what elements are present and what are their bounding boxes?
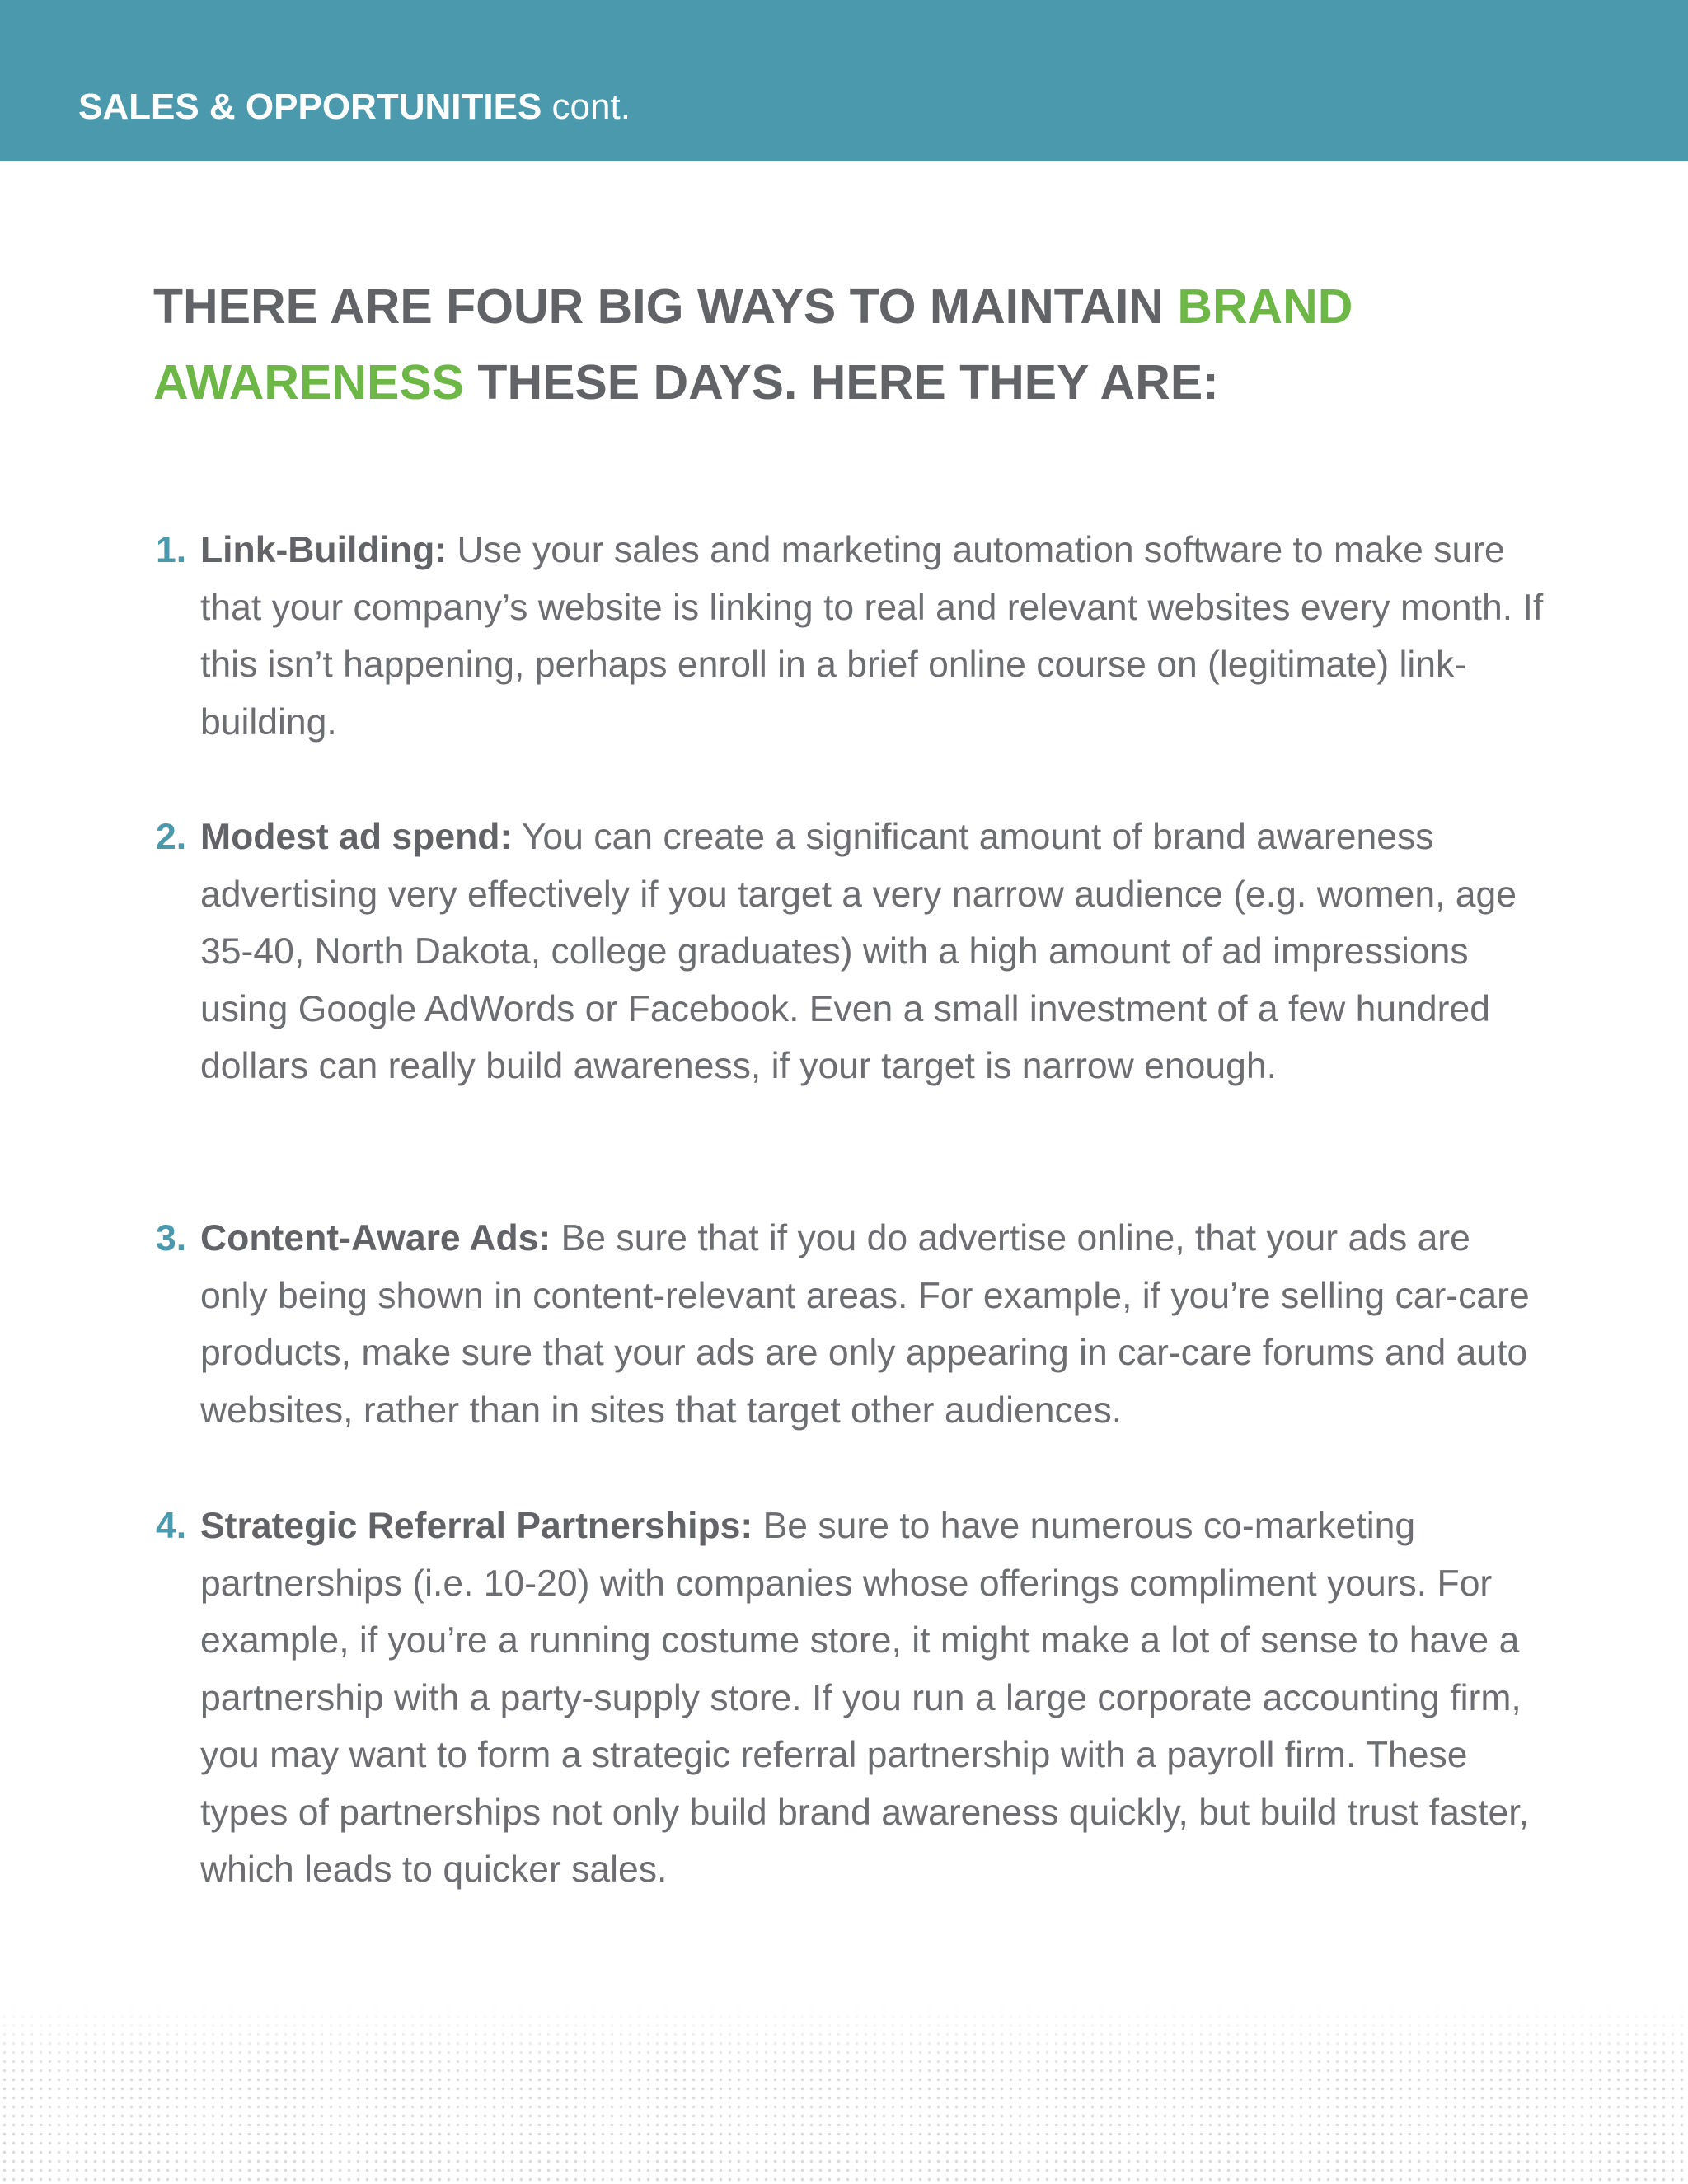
section-name: SALES & OPPORTUNITIES [78, 87, 542, 127]
list-item-text: Be sure to have numerous co-marketing partnerships (i.e. 10-20) with companies whose offerings compliment yours. For example, if you’re a running costume store, it might make a lot of sense to have a partnership with a party-supply store. If you run a large corporate accounting firm, you may want to form a strategic referral partnership with a payroll firm. These types of partnerships not only build brand awareness quickly, but build trust faster, which leads to quicker sales. [200, 1506, 1529, 1890]
list-item-term: Strategic Referral Partnerships: [200, 1506, 753, 1546]
list-item-number: 4. [156, 1506, 187, 1546]
list-item-modest-ad-spend [156, 808, 1544, 1095]
list-item-term: Modest ad spend: [200, 817, 513, 857]
headline-accent: BRAND AWARENESS [153, 279, 1353, 410]
headline-part-1: THERE ARE FOUR BIG WAYS TO MAINTAIN [153, 279, 1178, 334]
list-item-number: 1. [156, 530, 187, 570]
list-item-link-building [156, 522, 1544, 751]
section-continued-label: cont. [551, 87, 631, 127]
list-item-text: Use your sales and marketing automation software to make sure that your company’s website is linking to real and relevant websites every month. If this isn’t happening, perhaps enroll in a brief online course on (legitimate) link-building. [200, 530, 1544, 743]
list-item-number: 3. [156, 1218, 187, 1258]
dotted-pattern-decoration [0, 2003, 1688, 2184]
list-item-term: Content-Aware Ads: [200, 1218, 551, 1258]
list-item-text: Be sure that if you do advertise online, that your ads are only being shown in content-relevant areas. For example, if you’re selling car-care products, make sure that your ads are only appearing in car-care forums and auto websites, rather than in sites that target other audiences. [200, 1218, 1530, 1431]
list-item-term: Link-Building: [200, 530, 448, 570]
list-item-number: 2. [156, 817, 187, 857]
headline-part-2: THESE DAYS. HERE THEY ARE: [464, 355, 1219, 410]
list-item-content-aware-ads [156, 1210, 1544, 1439]
list-item-strategic-referral-partnerships [156, 1497, 1544, 1899]
list-item-text: You can create a significant amount of brand awareness advertising very effectively if you target a very narrow audience (e.g. women, age 35-40, North Dakota, college graduates) with a high amount of ad impressions using Google AdWords or Facebook. Even a small investment of a few hundred dollars can really build awareness, if your target is narrow enough. [200, 817, 1517, 1086]
